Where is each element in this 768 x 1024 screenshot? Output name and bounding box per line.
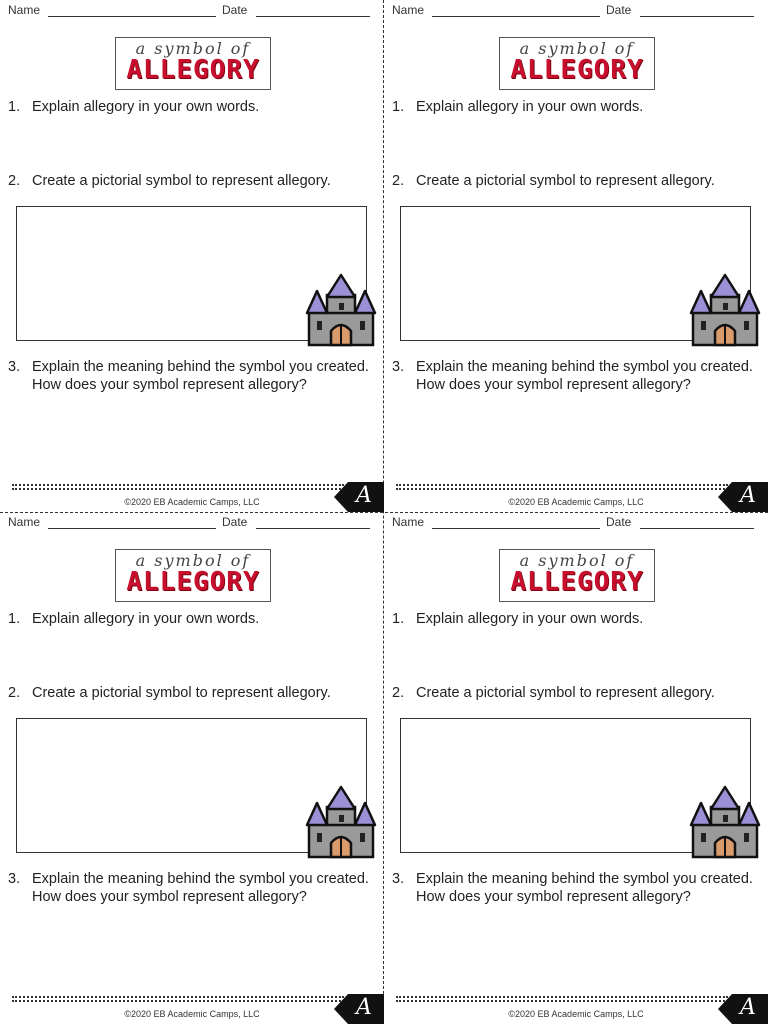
- question-3: [392, 358, 764, 394]
- question-number: 3.: [392, 359, 405, 375]
- question-text: Explain allegory in your own words.: [416, 99, 644, 115]
- question-1: [392, 98, 764, 116]
- question-number: 3.: [8, 871, 21, 887]
- footer-divider: [12, 484, 344, 490]
- question-2: [392, 172, 764, 190]
- question-2: [392, 684, 764, 702]
- question-number: 1.: [392, 99, 405, 115]
- question-1: [392, 610, 764, 628]
- logo-title: ALLEGORY: [510, 55, 644, 85]
- allegory-logo: [499, 37, 655, 90]
- question-number: 2.: [392, 685, 405, 701]
- script-a-badge-icon: [334, 994, 384, 1024]
- question-number: 2.: [392, 173, 405, 189]
- worksheet-card-top-right: [384, 0, 768, 512]
- allegory-logo: [115, 549, 271, 602]
- logo-script-text: a symbol of: [519, 39, 635, 58]
- badge-letter: A: [740, 483, 756, 508]
- name-field[interactable]: [48, 16, 216, 17]
- logo-script-text: a symbol of: [135, 551, 251, 570]
- question-text: Explain the meaning behind the symbol you created. How does your symbol represent allegory?: [416, 871, 753, 905]
- question-number: 1.: [8, 611, 21, 627]
- question-text: Create a pictorial symbol to represent allegory.: [416, 173, 715, 189]
- name-date-row: [8, 515, 374, 531]
- question-number: 1.: [392, 611, 405, 627]
- question-text: Explain allegory in your own words.: [416, 611, 644, 627]
- question-3: [8, 870, 380, 906]
- question-number: 3.: [8, 359, 21, 375]
- allegory-logo: [499, 549, 655, 602]
- date-label: Date: [222, 3, 248, 17]
- question-number: 3.: [392, 871, 405, 887]
- logo-title: ALLEGORY: [126, 567, 260, 597]
- logo-title: ALLEGORY: [510, 567, 644, 597]
- footer-divider: [396, 484, 728, 490]
- name-date-row: [8, 3, 374, 19]
- question-3: [392, 870, 764, 906]
- name-label: Name: [392, 3, 425, 17]
- badge-letter: A: [356, 483, 372, 508]
- name-field[interactable]: [432, 528, 600, 529]
- question-1: [8, 98, 380, 116]
- castle-icon: [305, 273, 377, 347]
- name-label: Name: [8, 515, 41, 529]
- question-text: Explain allegory in your own words.: [32, 611, 260, 627]
- logo-script-text: a symbol of: [135, 39, 251, 58]
- castle-icon: [689, 785, 761, 859]
- question-2: [8, 172, 380, 190]
- name-label: Name: [392, 515, 425, 529]
- name-date-row: [392, 3, 758, 19]
- question-1: [8, 610, 380, 628]
- question-text: Create a pictorial symbol to represent allegory.: [32, 685, 331, 701]
- allegory-logo: [115, 37, 271, 90]
- question-number: 2.: [8, 685, 21, 701]
- copyright-text: ©2020 EB Academic Camps, LLC: [508, 497, 644, 507]
- date-field[interactable]: [256, 528, 370, 529]
- copyright-text: ©2020 EB Academic Camps, LLC: [124, 497, 260, 507]
- worksheet-card-top-left: [0, 0, 384, 512]
- question-2: [8, 684, 380, 702]
- castle-icon: [305, 785, 377, 859]
- question-text: Create a pictorial symbol to represent allegory.: [416, 685, 715, 701]
- name-date-row: [392, 515, 758, 531]
- copyright-text: ©2020 EB Academic Camps, LLC: [124, 1009, 260, 1019]
- question-number: 1.: [8, 99, 21, 115]
- date-label: Date: [606, 3, 632, 17]
- copyright-text: ©2020 EB Academic Camps, LLC: [508, 1009, 644, 1019]
- castle-icon: [689, 273, 761, 347]
- logo-script-text: a symbol of: [519, 551, 635, 570]
- question-3: [8, 358, 380, 394]
- name-label: Name: [8, 3, 41, 17]
- question-number: 2.: [8, 173, 21, 189]
- date-label: Date: [222, 515, 248, 529]
- date-label: Date: [606, 515, 632, 529]
- date-field[interactable]: [640, 16, 754, 17]
- question-text: Explain the meaning behind the symbol you created. How does your symbol represent allegory?: [32, 871, 369, 905]
- date-field[interactable]: [256, 16, 370, 17]
- question-text: Explain allegory in your own words.: [32, 99, 260, 115]
- script-a-badge-icon: [718, 994, 768, 1024]
- question-text: Explain the meaning behind the symbol you created. How does your symbol represent allegory?: [416, 359, 753, 393]
- question-text: Create a pictorial symbol to represent allegory.: [32, 173, 331, 189]
- badge-letter: A: [740, 995, 756, 1020]
- footer-divider: [12, 996, 344, 1002]
- script-a-badge-icon: [334, 482, 384, 512]
- name-field[interactable]: [432, 16, 600, 17]
- worksheet-card-bottom-right: [384, 512, 768, 1024]
- worksheet-card-bottom-left: [0, 512, 384, 1024]
- name-field[interactable]: [48, 528, 216, 529]
- logo-title: ALLEGORY: [126, 55, 260, 85]
- script-a-badge-icon: [718, 482, 768, 512]
- badge-letter: A: [356, 995, 372, 1020]
- date-field[interactable]: [640, 528, 754, 529]
- question-text: Explain the meaning behind the symbol you created. How does your symbol represent allegory?: [32, 359, 369, 393]
- footer-divider: [396, 996, 728, 1002]
